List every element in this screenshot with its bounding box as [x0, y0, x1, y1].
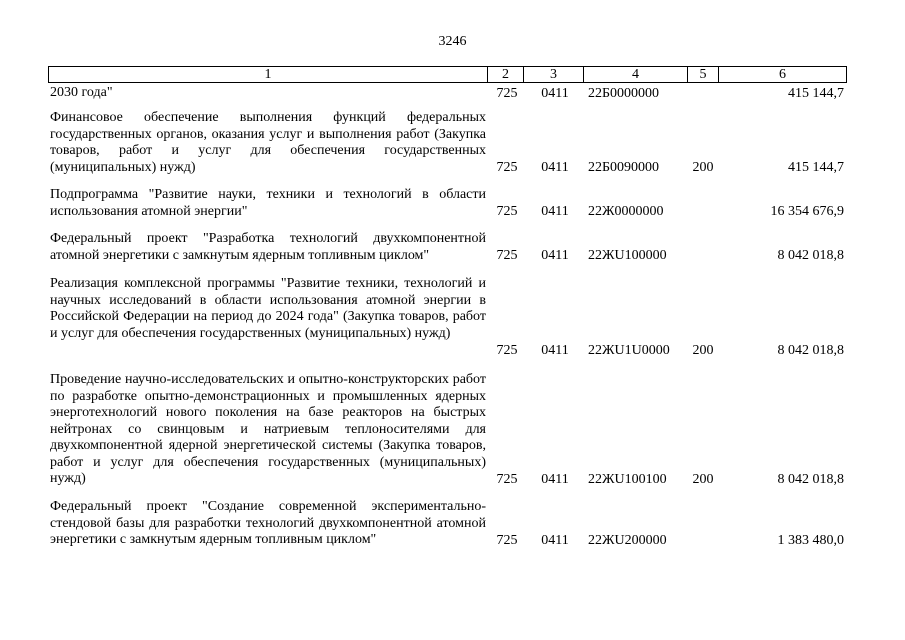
- header-col-4: 4: [584, 67, 688, 82]
- table-row: [0, 231, 905, 264]
- row-section-code: 0411: [541, 159, 569, 175]
- header-col-2: 2: [488, 67, 524, 82]
- row-admin-code: 725: [496, 247, 518, 263]
- row-admin-code: 725: [496, 532, 518, 548]
- row-amount: 415 144,7: [788, 159, 844, 175]
- row-admin-code: 725: [496, 85, 518, 101]
- table-header: [48, 66, 847, 83]
- row-target-code: 22Ж0000000: [588, 203, 664, 219]
- row-description: Подпрограмма "Развитие науки, техники и технологий в области использования атомной энергии": [50, 187, 486, 219]
- row-section-code: 0411: [541, 85, 569, 101]
- row-description: Реализация комплексной программы "Развитие техники, технологий и научных исследований в области использования атомной энергии в Российской Федерации на период до 2024 года" (Закупка товаров, работ и услуг для обеспечения государственных (муниципальных) нужд): [50, 276, 486, 341]
- row-target-code: 22Б0000000: [588, 85, 660, 101]
- table-row: [0, 499, 905, 549]
- row-admin-code: 725: [496, 342, 518, 358]
- row-target-code: 22Б0090000: [588, 159, 660, 175]
- row-amount: 8 042 018,8: [777, 342, 844, 358]
- table-row: [0, 276, 905, 359]
- row-admin-code: 725: [496, 159, 518, 175]
- page-number: 3246: [438, 34, 467, 49]
- row-description: Федеральный проект "Создание современной экспериментально-стендовой базы для разработки технологий двухкомпонентной атомной энергетики с замкнутым ядерным топливным циклом": [50, 499, 486, 547]
- row-amount: 1 383 480,0: [777, 532, 844, 548]
- header-col-3: 3: [524, 67, 584, 82]
- row-target-code: 22ЖU1U0000: [588, 342, 670, 358]
- header-col-1: 1: [49, 67, 488, 82]
- row-description: Финансовое обеспечение выполнения функций федеральных государственных органов, оказания услуг и выполнения работ (Закупка товаров, работ и услуг для обеспечения государственных (муниципальных) нужд): [50, 110, 486, 175]
- row-section-code: 0411: [541, 247, 569, 263]
- row-amount: 415 144,7: [788, 85, 844, 101]
- row-target-code: 22ЖU100000: [588, 247, 667, 263]
- row-section-code: 0411: [541, 203, 569, 219]
- row-expense-type: 200: [692, 159, 714, 175]
- table-row: [0, 85, 905, 102]
- row-amount: 16 354 676,9: [770, 203, 844, 219]
- row-admin-code: 725: [496, 471, 518, 487]
- row-target-code: 22ЖU200000: [588, 532, 667, 548]
- row-amount: 8 042 018,8: [777, 247, 844, 263]
- row-section-code: 0411: [541, 342, 569, 358]
- header-col-6: 6: [779, 67, 786, 82]
- header-col-5: 5: [688, 67, 719, 82]
- table-row: [0, 110, 905, 176]
- row-description: 2030 года": [50, 85, 113, 100]
- row-description: Федеральный проект "Разработка технологий двухкомпонентной атомной энергетики с замкнутым ядерным топливным циклом": [50, 231, 486, 263]
- row-section-code: 0411: [541, 471, 569, 487]
- table-row: [0, 187, 905, 220]
- row-admin-code: 725: [496, 203, 518, 219]
- row-expense-type: 200: [692, 471, 714, 487]
- table-row: [0, 372, 905, 488]
- row-description: Проведение научно-исследовательских и опытно-конструкторских работ по разработке опытно-демонстрационных и промышленных ядерных энерготехнологий нового поколения на базе реакторов на быстрых нейтронах со свинцовым и натриевым теплоносителями для двухкомпонентной ядерной энергетической системы (Закупка товаров, работ и услуг для обеспечения государственных (муниципальных) нужд): [50, 372, 486, 486]
- row-target-code: 22ЖU100100: [588, 471, 667, 487]
- row-section-code: 0411: [541, 532, 569, 548]
- row-amount: 8 042 018,8: [777, 471, 844, 487]
- row-expense-type: 200: [692, 342, 714, 358]
